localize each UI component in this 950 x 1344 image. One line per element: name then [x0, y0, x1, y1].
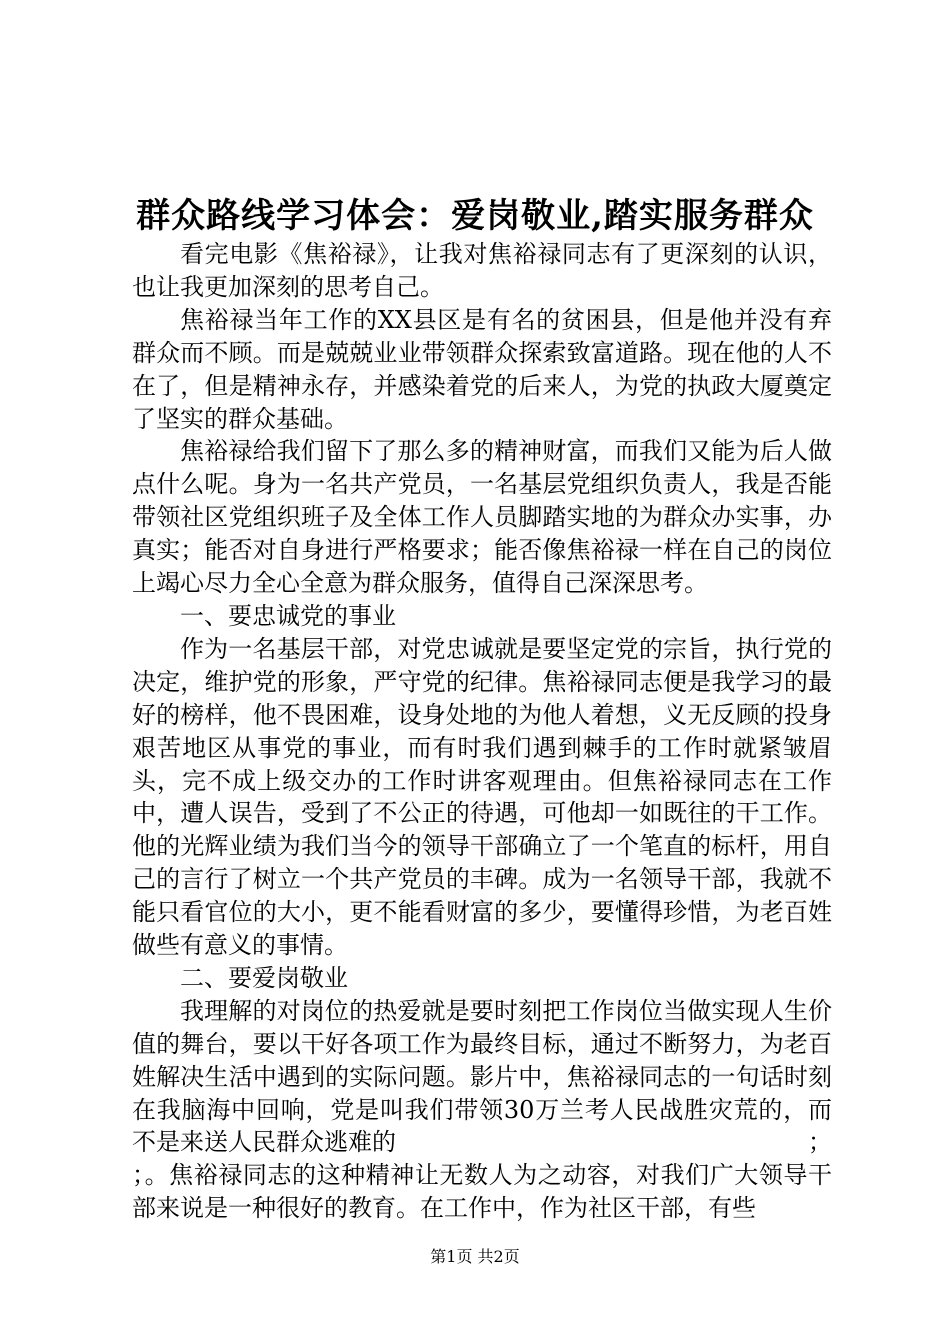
paragraph [132, 995, 832, 1160]
trailing-semicolon: ； [808, 1128, 832, 1157]
section-heading: 二、要爱岗敬业 [180, 963, 348, 992]
document-body [132, 238, 832, 1225]
paragraph: 看完电影《焦裕禄》，让我对焦裕禄同志有了更深刻的认识，也让我更加深刻的思考自己。 [132, 240, 832, 301]
paragraph: ；。焦裕禄同志的这种精神让无数人为之动容，对我们广大领导干部来说是一种很好的教育。在工作中，作为社区干部，有些 [132, 1161, 832, 1223]
section-heading: 一、要忠诚党的事业 [180, 601, 396, 630]
paragraph: 作为一名基层干部，对党忠诚就是要坚定党的宗旨，执行党的决定，维护党的形象，严守党的纪律。焦裕禄同志便是我学习的最好的榜样，他不畏困难，设身处地的为他人着想，义无反顾的投身艰苦地区从事党的事业，而有时我们遇到棘手的工作时就紧皱眉头，完不成上级交办的工作时讲客观理由。但焦裕禄同志在工作中，遭人误告，受到了不公正的待遇，可他却一如既往的干工作。他的光辉业绩为我们当今的领导干部确立了一个笔直的标杆，用自己的言行了树立一个共产党员的丰碑。成为一名领导干部，我就不能只看官位的大小，更不能看财富的多少，要懂得珍惜，为老百姓做些有意义的事情。 [132, 634, 832, 960]
paragraph: 焦裕禄给我们留下了那么多的精神财富，而我们又能为后人做点什么呢。身为一名共产党员，一名基层党组织负责人，我是否能带领社区党组织班子及全体工作人员脚踏实地的为群众办实事，办真实；能否对自身进行严格要求；能否像焦裕禄一样在自己的岗位上竭心尽力全心全意为群众服务，值得自己深深思考。 [132, 437, 832, 598]
paragraph: 焦裕禄当年工作的XX县区是有名的贫困县，但是他并没有弃群众而不顾。而是兢兢业业带领群众探索致富道路。现在他的人不在了，但是精神永存，并感染着党的后来人，为党的执政大厦奠定了坚实的群众基础。 [132, 305, 832, 433]
document-title: 群众路线学习体会：爱岗敬业,踏实服务群众 [136, 196, 814, 236]
paragraph-text: 我理解的对岗位的热爱就是要时刻把工作岗位当做实现人生价值的舞台，要以干好各项工作为最终目标，通过不断努力，为老百姓解决生活中遇到的实际问题。影片中，焦裕禄同志的一句话时刻在我脑海中回响，党是叫我们带领30万兰考人民战胜灾荒的，而不是来送人民群众逃难的 [132, 996, 832, 1157]
page-footer: 第1页 共2页 [430, 1247, 520, 1266]
